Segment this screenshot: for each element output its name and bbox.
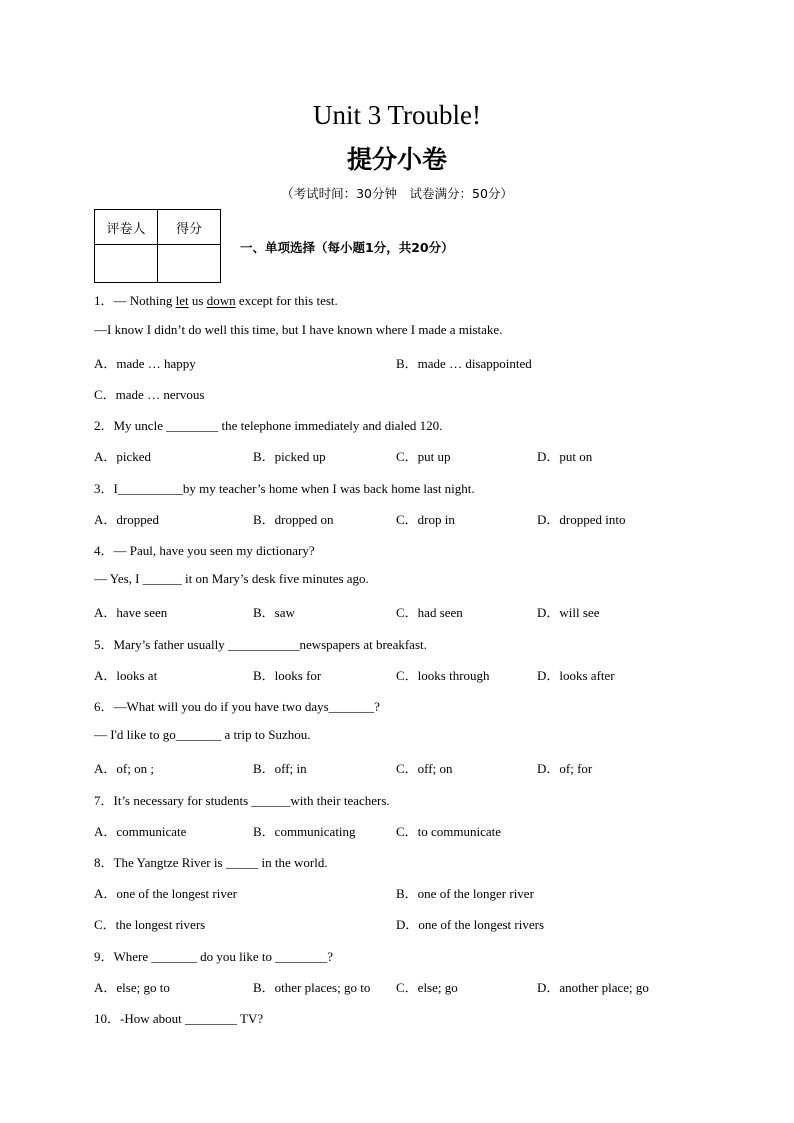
options-row [94,883,714,901]
option-b[interactable]: B．dropped on [253,512,334,527]
page-title: Unit 3 Trouble! [312,100,482,130]
question-4: 4．— Paul, have you seen my dictionary? [94,543,315,558]
options-row [94,353,714,371]
option-c[interactable]: C．had seen [396,605,463,620]
option-c[interactable]: C．else; go [396,980,458,995]
option-c[interactable]: C．off; on [396,761,453,776]
option-a[interactable]: A．else; go to [94,980,170,995]
score-cell[interactable] [158,245,221,283]
option-d[interactable]: D．dropped into [537,512,626,527]
question-text: us [188,293,207,308]
options-row [94,446,714,464]
option-a[interactable]: A．dropped [94,512,159,527]
question-text: except for this test. [235,293,338,308]
question-1-reply: —I know I didn’t do well this time, but I have known where I made a mistake. [94,322,503,337]
underlined-word: let [175,293,189,308]
option-a[interactable]: A．picked [94,449,152,464]
option-d[interactable]: D．of; for [537,761,593,776]
question-2: 2．My uncle ________ the telephone immediately and dialed 120. [94,418,443,433]
options-row [94,758,714,776]
page-subtitle: 提分小卷 [346,145,447,174]
question-6: 6．—What will you do if you have two days_______? [94,699,380,714]
exam-info: （考试时间：30分钟 试卷满分：50分） [281,186,513,201]
question-4-reply: — Yes, I ______ it on Mary’s desk five minutes ago. [94,571,369,586]
question-10: 10．-How about ________ TV? [94,1011,264,1026]
option-c[interactable]: C．made … nervous [94,387,205,402]
options-row [94,914,714,932]
option-c[interactable]: C．to communicate [396,824,502,839]
question-text: — Nothing [113,293,176,308]
option-b[interactable]: B．one of the longer river [396,886,534,901]
option-b[interactable]: B．looks for [253,668,322,683]
options-row [94,977,714,995]
option-c[interactable]: C．looks through [396,668,490,683]
option-d[interactable]: D．another place; go [537,980,649,995]
question-5: 5．Mary’s father usually ___________newspapers at breakfast. [94,637,427,652]
option-a[interactable]: A．of; on ; [94,761,154,776]
option-a[interactable]: A．made … happy [94,356,196,371]
question-1 [94,290,338,309]
option-d[interactable]: D．will see [537,605,600,620]
question-3: 3．I__________by my teacher’s home when I was back home last night. [94,481,475,496]
options-row [94,509,714,527]
option-c[interactable]: C．put up [396,449,451,464]
grader-cell[interactable] [95,245,158,283]
option-a[interactable]: A．one of the longest river [94,886,237,901]
score-table [94,209,221,283]
section-title: 一、单项选择（每小题1分，共20分） [240,240,454,255]
score-label: 得分 [158,210,221,245]
option-b[interactable]: B．communicating [253,824,356,839]
option-b[interactable]: B．picked up [253,449,326,464]
option-d[interactable]: D．looks after [537,668,615,683]
underlined-word: down [206,293,236,308]
question-7: 7．It’s necessary for students ______with their teachers. [94,793,390,808]
option-a[interactable]: A．communicate [94,824,187,839]
option-c[interactable]: C．the longest rivers [94,917,206,932]
question-9: 9．Where _______ do you like to ________? [94,949,334,964]
options-row [94,665,714,683]
option-b[interactable]: B．made … disappointed [396,356,532,371]
options-row [94,821,714,839]
option-c[interactable]: C．drop in [396,512,455,527]
options-row [94,384,714,402]
option-d[interactable]: D．put on [537,449,593,464]
option-a[interactable]: A．have seen [94,605,168,620]
option-b[interactable]: B．saw [253,605,295,620]
option-d[interactable]: D．one of the longest rivers [396,917,545,932]
option-a[interactable]: A．looks at [94,668,158,683]
options-row [94,602,714,620]
option-b[interactable]: B．off; in [253,761,307,776]
question-8: 8．The Yangtze River is _____ in the world. [94,855,328,870]
option-b[interactable]: B．other places; go to [253,980,371,995]
question-number: 1． [94,293,114,308]
question-6-reply: — I'd like to go_______ a trip to Suzhou. [94,727,311,742]
grader-label: 评卷人 [95,210,158,245]
